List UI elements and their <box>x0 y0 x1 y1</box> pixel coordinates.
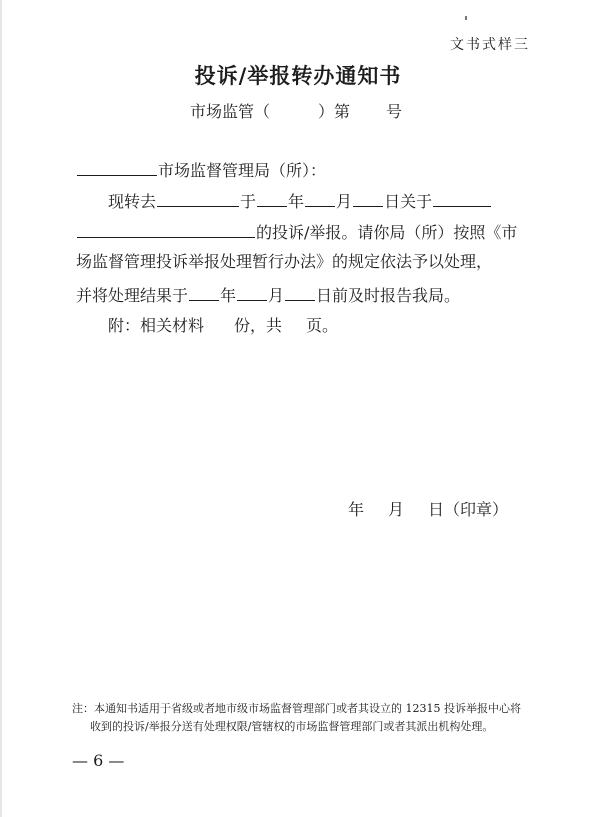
text-day-about: 日关于 <box>384 192 433 211</box>
text-report-day: 日前及时报告我局。 <box>316 286 461 305</box>
document-title: 投诉/举报转办通知书 <box>194 64 402 88</box>
sig-year: 年 <box>348 500 365 519</box>
addressee-suffix: 市场监督管理局（所）： <box>158 161 327 180</box>
number-prefix: 市场监管（ <box>190 102 271 121</box>
text-transfer: 现转去 <box>108 192 157 211</box>
scan-speck <box>465 16 467 20</box>
text-on: 于 <box>240 192 257 211</box>
addressee-line <box>76 158 326 182</box>
blank-year <box>257 189 287 207</box>
sample-label: 文书式样三 <box>450 37 530 53</box>
text-attachment: 附：相关材料 <box>108 316 205 335</box>
page-number: — 6 — <box>72 751 125 770</box>
document-number <box>190 99 402 122</box>
sig-month: 月 <box>388 500 405 519</box>
attachment-line <box>108 315 338 337</box>
addressee-blank <box>77 158 157 176</box>
body-line-1 <box>108 189 492 213</box>
number-mid: ）第 <box>318 102 351 121</box>
body-line-2 <box>76 220 517 244</box>
page-edge <box>0 0 2 817</box>
text-report-year: 年 <box>220 286 237 305</box>
blank-day <box>353 189 383 207</box>
body-line-4 <box>76 283 460 307</box>
blank-subject <box>433 189 491 207</box>
text-line2: 的投诉/举报。请你局（所）按照《市 <box>256 223 518 242</box>
footnote-line-2: 收到的投诉/举报分送有处理权限/管辖权的市场监督管理部门或者其派出机构处理。 <box>90 720 494 733</box>
blank-subject-cont <box>77 220 255 238</box>
blank-month <box>305 189 335 207</box>
text-pages: 页。 <box>306 316 339 335</box>
blank-report-month <box>237 283 267 301</box>
body-line-3 <box>76 251 492 273</box>
text-report-month: 月 <box>268 286 285 305</box>
sig-day-seal: 日（印章） <box>428 500 509 519</box>
footnote-line-1: 注：本通知书适用于省级或者地市级市场监督管理部门或者其设立的 12315 投诉举报中心将 <box>72 702 521 715</box>
text-copies-total: 份，共 <box>234 316 283 335</box>
signature-date-line <box>348 497 508 520</box>
text-line3: 场监督管理投诉举报处理暂行办法》的规定依法予以处理， <box>76 252 493 271</box>
blank-recipient <box>157 189 239 207</box>
text-report-by: 并将处理结果于 <box>76 286 189 305</box>
number-suffix: 号 <box>386 102 403 121</box>
blank-report-day <box>285 283 315 301</box>
blank-report-year <box>189 283 219 301</box>
text-year: 年 <box>288 192 305 211</box>
text-month: 月 <box>336 192 353 211</box>
